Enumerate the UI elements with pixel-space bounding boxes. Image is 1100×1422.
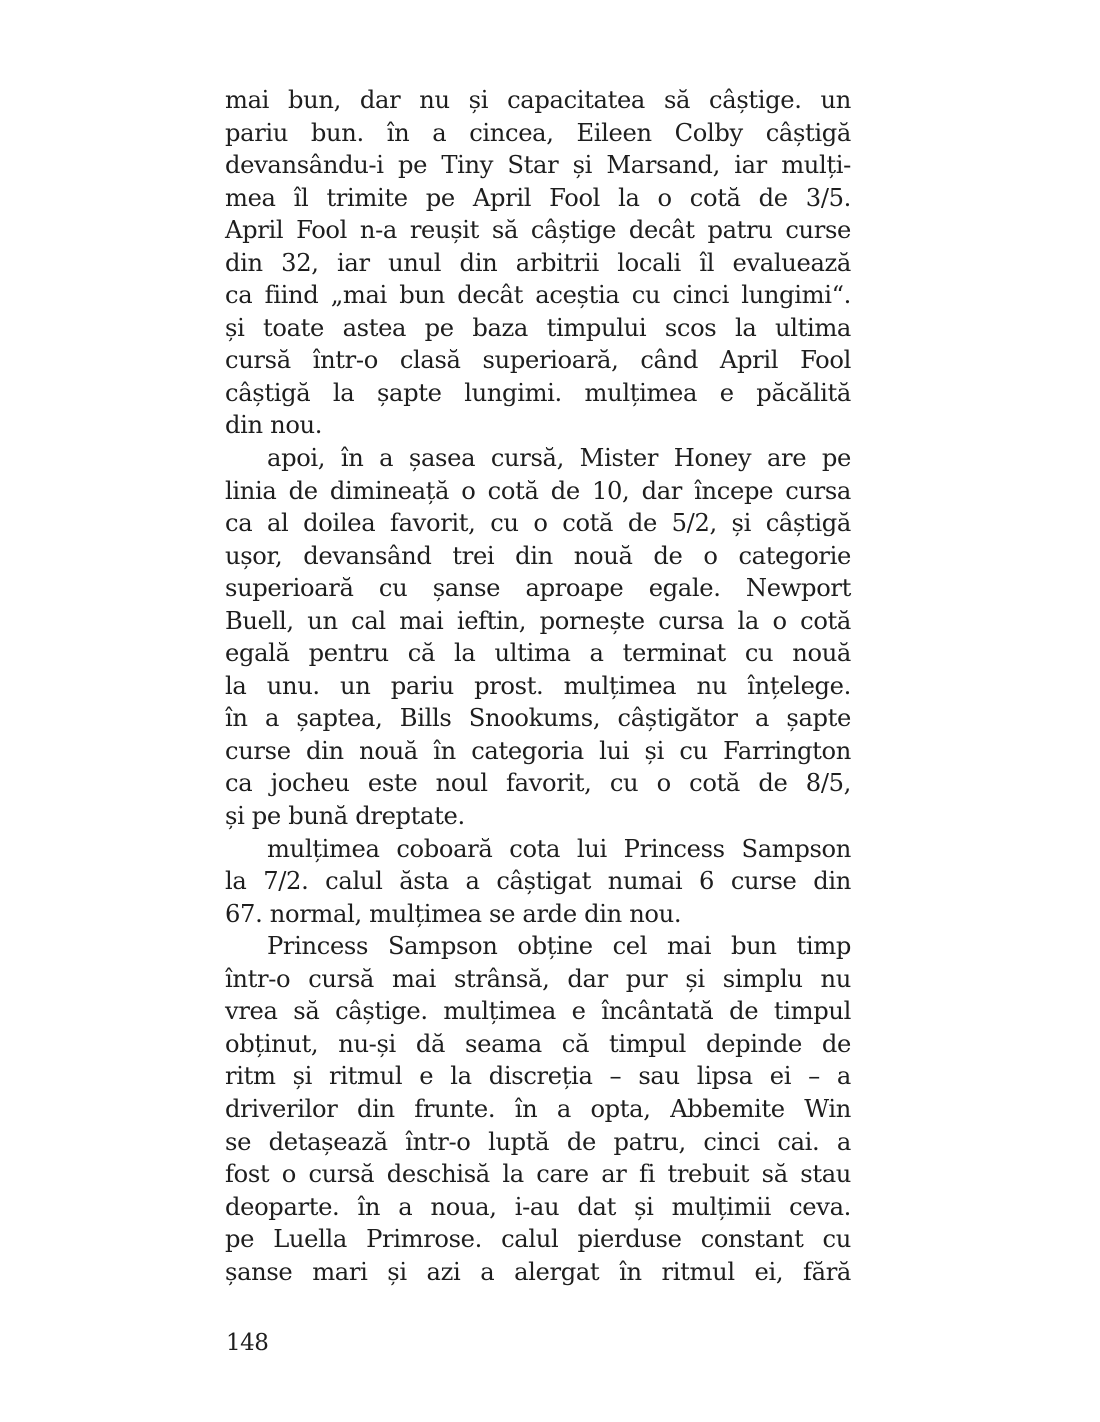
text-line: ca jocheu este noul favorit, cu o cotă de 8/5, xyxy=(225,769,851,798)
text-line: apoi, în a șasea cursă, Mister Honey are pe xyxy=(267,444,851,473)
text-line: egală pentru că la ultima a terminat cu nouă xyxy=(225,639,851,668)
text-line: 67. normal, mulțimea se arde din nou. xyxy=(225,899,682,928)
text-line: Buell, un cal mai ieftin, pornește cursa la o cotă xyxy=(225,606,851,635)
text-line: obținut, nu-și dă seama că timpul depinde de xyxy=(225,1029,851,1058)
text-line: ușor, devansând trei din nouă de o categorie xyxy=(225,541,851,570)
text-line: linia de dimineață o cotă de 10, dar începe cursa xyxy=(225,476,851,505)
text-line: pariu bun. în a cincea, Eileen Colby câștigă xyxy=(225,118,851,147)
text-line: în a șaptea, Bills Snookums, câștigător a șapte xyxy=(225,704,851,733)
text-line: deoparte. în a noua, i-au dat și mulțimii ceva. xyxy=(225,1192,851,1221)
text-line: curse din nouă în categoria lui și cu Farrington xyxy=(225,736,851,765)
text-line: Princess Sampson obține cel mai bun timp xyxy=(267,932,851,961)
text-line: mulțimea coboară cota lui Princess Sampson xyxy=(267,834,851,863)
text-line: la unu. un pariu prost. mulțimea nu înțelege. xyxy=(225,671,851,700)
text-line: ca al doilea favorit, cu o cotă de 5/2, și câștigă xyxy=(225,509,851,538)
text-line: la 7/2. calul ăsta a câștigat numai 6 curse din xyxy=(225,867,851,896)
paragraph xyxy=(225,442,851,833)
text-line: ritm și ritmul e la discreția – sau lipsa ei – a xyxy=(225,1062,851,1091)
text-line: și pe bună dreptate. xyxy=(225,802,465,831)
text-line: se detașează într-o luptă de patru, cinci cai. a xyxy=(225,1127,851,1156)
text-line: cursă într-o clasă superioară, când April Fool xyxy=(225,346,851,375)
text-line: pe Luella Primrose. calul pierduse constant cu xyxy=(225,1225,851,1254)
text-line: ca fiind „mai bun decât aceștia cu cinci lungimi“. xyxy=(225,281,851,310)
paragraph xyxy=(225,833,851,931)
text-line: din 32, iar unul din arbitrii locali îl evaluează xyxy=(225,248,851,277)
text-line: fost o cursă deschisă la care ar fi trebuit să stau xyxy=(225,1160,851,1189)
text-line: vrea să câștige. mulțimea e încântată de timpul xyxy=(225,997,851,1026)
text-line: April Fool n-a reușit să câștige decât patru curse xyxy=(225,216,851,245)
text-line: mai bun, dar nu și capacitatea să câștige. un xyxy=(225,86,851,114)
text-line: devansându-i pe Tiny Star și Marsand, iar mulți- xyxy=(225,151,851,180)
text-line: driverilor din frunte. în a opta, Abbemite Win xyxy=(225,1094,851,1123)
page-number: 148 xyxy=(226,1330,269,1356)
text-line: șanse mari și azi a alergat în ritmul ei, fără xyxy=(225,1257,851,1286)
text-line: superioară cu șanse aproape egale. Newport xyxy=(225,574,851,603)
text-line: din nou. xyxy=(225,411,323,440)
text-line: câștigă la șapte lungimi. mulțimea e păcălită xyxy=(225,378,851,407)
text-line: și toate astea pe baza timpului scos la ultima xyxy=(225,313,851,342)
text-line: într-o cursă mai strânsă, dar pur și simplu nu xyxy=(225,964,851,993)
paragraph xyxy=(225,930,851,1288)
paragraph xyxy=(225,84,851,442)
body-text xyxy=(225,84,851,1288)
text-line: mea îl trimite pe April Fool la o cotă de 3/5. xyxy=(225,183,851,212)
